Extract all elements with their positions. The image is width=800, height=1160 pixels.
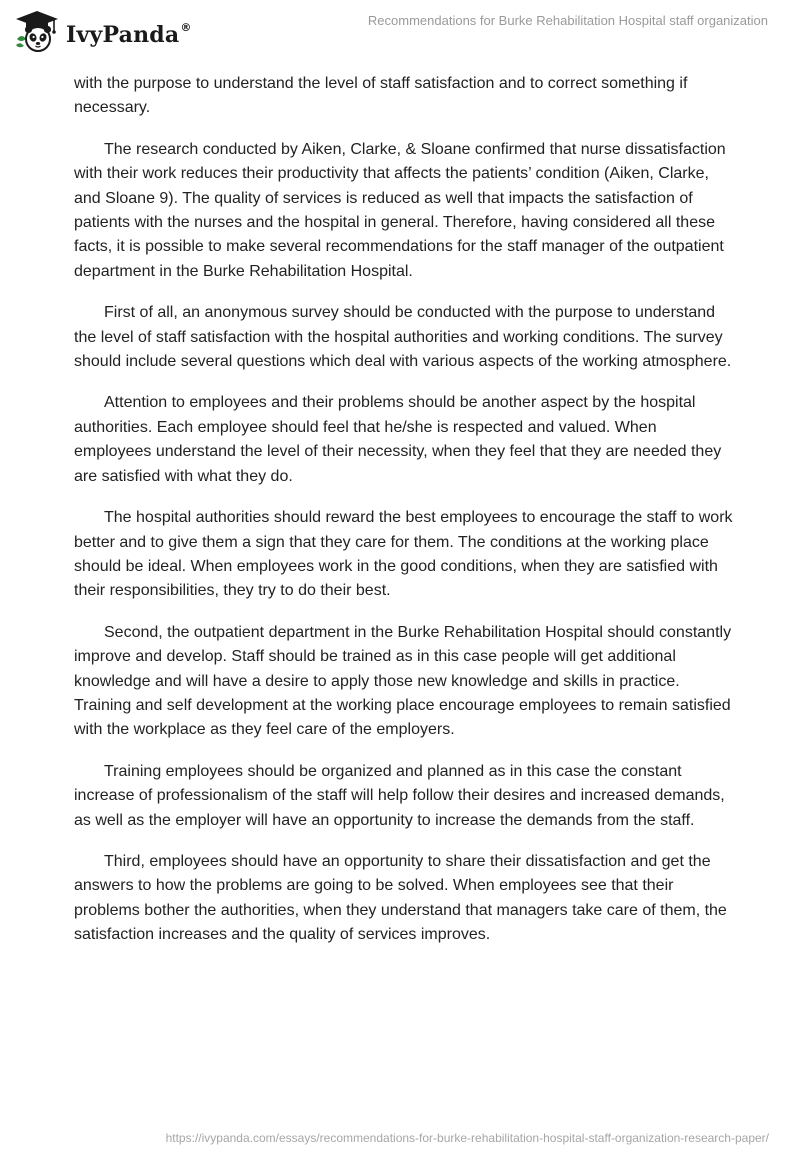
panda-graduation-cap-icon bbox=[14, 9, 60, 53]
paragraph: First of all, an anonymous survey should be conducted with the purpose to understand the level of staff satisfaction with the hospital authorities and working conditions. The survey should include several questions which deal with various aspects of the working atmosphere. bbox=[74, 304, 732, 371]
page-header bbox=[0, 0, 800, 62]
paragraph: The hospital authorities should reward the best employees to encourage the staff to work better and to give them a sign that they care for them. The conditions at the working place should be ideal. When employees work in the good conditions, when they are satisfied with their responsibilities, they try to do their best. bbox=[74, 509, 733, 600]
document-title: Recommendations for Burke Rehabilitation Hospital staff organization bbox=[367, 13, 768, 28]
brand-name: IvyPanda® bbox=[66, 20, 192, 48]
essay-body bbox=[74, 72, 734, 965]
paragraph: Third, employees should have an opportunity to share their dissatisfaction and get the answers to how the problems are going to be solved. When employees see that their problems bother the authorities, when they understand that managers take care of them, the satisfaction increases and the quality of services improves. bbox=[74, 852, 727, 944]
paragraph: with the purpose to understand the level of staff satisfaction and to correct something if necessary. bbox=[74, 75, 688, 117]
source-url-link[interactable]: https://ivypanda.com/essays/recommendations-for-burke-rehabilitation-hospital-staff-organization-research-paper/ bbox=[165, 1131, 769, 1145]
registered-mark: ® bbox=[180, 20, 192, 34]
brand-logo-link[interactable] bbox=[14, 9, 192, 53]
paragraph: Training employees should be organized and planned as in this case the constant increase of professionalism of the staff will help follow their desires and increased demands, as well as the employer will have an opportunity to increase the demands from the staff. bbox=[74, 762, 725, 829]
paragraph: Second, the outpatient department in the Burke Rehabilitation Hospital should constantly improve and develop. Staff should be trained as in this case people will get additional knowledge and will have a desire to apply those new knowledge and skills in practice. Training and self development at the working place encourage employees to remain satisfied with the workplace as they feel care of the employers. bbox=[74, 623, 732, 739]
paragraph: The research conducted by Aiken, Clarke, & Sloane confirmed that nurse dissatisfaction with their work reduces their productivity that affects the patients’ condition (Aiken, Clarke, and Sloane 9). The quality of services is reduced as well that impacts the satisfaction of patients with the nurses and the hospital in general. Therefore, having considered all these facts, it is possible to make several recommendations for the staff manager of the outpatient department in the Burke Rehabilitation Hospital. bbox=[74, 140, 726, 280]
paragraph: Attention to employees and their problems should be another aspect by the hospital authorities. Each employee should feel that he/she is respected and valued. When employees understand the level of their necessity, when they feel that they are needed they are satisfied with what they do. bbox=[74, 394, 722, 485]
